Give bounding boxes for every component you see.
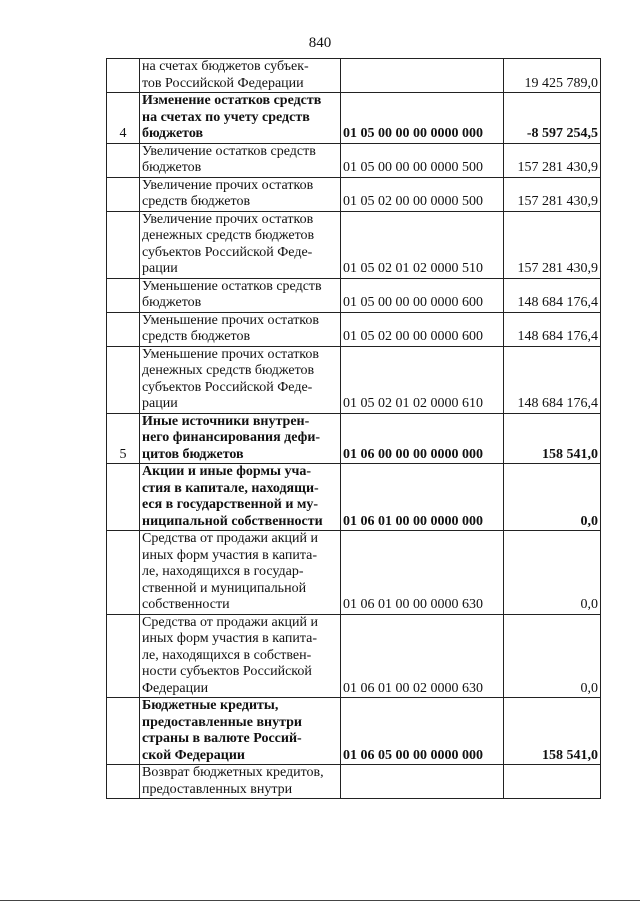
row-number: [107, 312, 140, 346]
row-sum: 148 684 176,4: [504, 312, 601, 346]
row-name: Увеличение остатков средств бюджетов: [140, 143, 341, 177]
row-sum: 158 541,0: [504, 698, 601, 765]
row-number: [107, 59, 140, 93]
row-number: [107, 765, 140, 799]
row-sum: 157 281 430,9: [504, 211, 601, 278]
row-name: Уменьшение прочих остатков средств бюджетов: [140, 312, 341, 346]
row-code: 01 06 01 00 02 0000 630: [341, 614, 504, 698]
row-name: Иные источники внутрен- него финансирования дефи- цитов бюджетов: [140, 413, 341, 464]
row-code: 01 05 00 00 00 0000 500: [341, 143, 504, 177]
row-code: [341, 765, 504, 799]
row-name: Средства от продажи акций и иных форм участия в капита- ле, находящихся в государ- ственной и муниципальной собственности: [140, 531, 341, 615]
table-row: [107, 143, 601, 177]
table-row: [107, 59, 601, 93]
row-name: Уменьшение прочих остатков денежных средств бюджетов субъектов Российской Феде- рации: [140, 346, 341, 413]
table-row: [107, 312, 601, 346]
row-code: 01 06 01 00 00 0000 630: [341, 531, 504, 615]
row-number: 4: [107, 93, 140, 144]
row-code: 01 05 02 01 02 0000 510: [341, 211, 504, 278]
row-sum: -8 597 254,5: [504, 93, 601, 144]
row-code: 01 05 02 00 00 0000 500: [341, 177, 504, 211]
row-number: [107, 698, 140, 765]
row-number: 5: [107, 413, 140, 464]
row-number: [107, 614, 140, 698]
row-sum: [504, 765, 601, 799]
row-number: [107, 177, 140, 211]
row-name: Увеличение прочих остатков денежных средств бюджетов субъектов Российской Феде- рации: [140, 211, 341, 278]
row-sum: 0,0: [504, 531, 601, 615]
table-row: [107, 93, 601, 144]
row-sum: 157 281 430,9: [504, 177, 601, 211]
row-number: [107, 464, 140, 531]
row-number: [107, 278, 140, 312]
table-row: [107, 211, 601, 278]
page-number: 840: [308, 35, 332, 51]
row-code: [341, 59, 504, 93]
row-number: [107, 346, 140, 413]
row-number: [107, 531, 140, 615]
row-code: 01 06 05 00 00 0000 000: [341, 698, 504, 765]
row-sum: 157 281 430,9: [504, 143, 601, 177]
row-name: Изменение остатков средств на счетах по учету средств бюджетов: [140, 93, 341, 144]
table-row: [107, 765, 601, 799]
table-row: [107, 531, 601, 615]
row-name: Средства от продажи акций и иных форм участия в капита- ле, находящихся в собствен- ности субъектов Российской Федерации: [140, 614, 341, 698]
table-row: [107, 346, 601, 413]
budget-sources-table: [106, 58, 601, 799]
table-row: [107, 177, 601, 211]
row-sum: 0,0: [504, 614, 601, 698]
row-sum: 148 684 176,4: [504, 278, 601, 312]
row-name: Акции и иные формы уча- стия в капитале, находящи- еся в государственной и му- ниципальной собственности: [140, 464, 341, 531]
row-code: 01 06 00 00 00 0000 000: [341, 413, 504, 464]
table-row: [107, 614, 601, 698]
row-code: 01 05 02 00 00 0000 600: [341, 312, 504, 346]
row-name: на счетах бюджетов субъек- тов Российской Федерации: [140, 59, 341, 93]
row-name: Уменьшение остатков средств бюджетов: [140, 278, 341, 312]
row-sum: 19 425 789,0: [504, 59, 601, 93]
row-code: 01 05 02 01 02 0000 610: [341, 346, 504, 413]
table-row: [107, 278, 601, 312]
row-name: Бюджетные кредиты, предоставленные внутри страны в валюте Россий- ской Федерации: [140, 698, 341, 765]
row-sum: 0,0: [504, 464, 601, 531]
table-row: [107, 464, 601, 531]
row-name: Увеличение прочих остатков средств бюджетов: [140, 177, 341, 211]
table-row: [107, 413, 601, 464]
row-number: [107, 143, 140, 177]
row-number: [107, 211, 140, 278]
row-code: 01 05 00 00 00 0000 000: [341, 93, 504, 144]
table-body: [107, 59, 601, 799]
table-row: [107, 698, 601, 765]
row-sum: 148 684 176,4: [504, 346, 601, 413]
page-bottom-rule: [0, 900, 640, 901]
row-code: 01 05 00 00 00 0000 600: [341, 278, 504, 312]
row-name: Возврат бюджетных кредитов, предоставленных внутри: [140, 765, 341, 799]
row-code: 01 06 01 00 00 0000 000: [341, 464, 504, 531]
row-sum: 158 541,0: [504, 413, 601, 464]
